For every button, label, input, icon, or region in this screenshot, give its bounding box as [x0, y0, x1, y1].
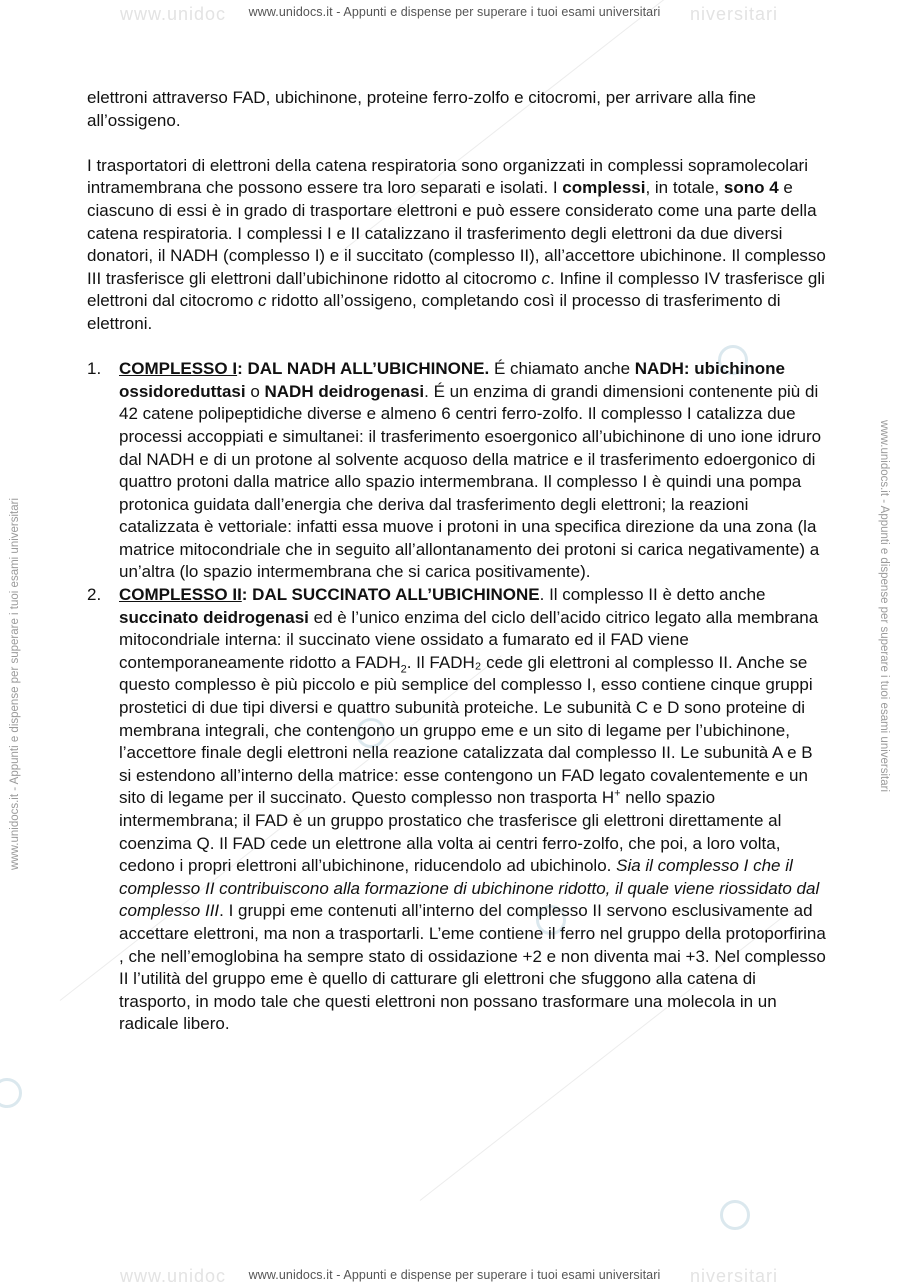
italic-run: c [258, 291, 267, 311]
list-number: 1. [87, 359, 102, 379]
italic-run: Sia il complesso I che il complesso II contribuiscono alla formazione di ubichinone ridotto, il quale viene riossidato dal complesso III [119, 856, 820, 921]
subscript: 2 [400, 663, 407, 676]
watermark-side-left: www.unidocs.it - Appunti e dispense per superare i tuoi esami universitari [9, 497, 21, 870]
bold-run: succinato deidrogenasi [119, 607, 309, 627]
watermark-footer: www.unidocs.it - Appunti e dispense per superare i tuoi esami universitari [248, 1268, 661, 1282]
superscript: + [614, 787, 621, 800]
watermark-logo-icon [0, 1078, 22, 1108]
text-run: É chiamato anche [489, 359, 635, 379]
underlined-heading: COMPLESSO I [119, 359, 238, 379]
italic-run: c [541, 268, 550, 288]
watermark-ghost-top-right: niversitari [690, 4, 779, 24]
bold-run: NADH: ubichinone ossidoreduttasi [119, 359, 785, 401]
intro-paragraph-2 [87, 155, 827, 336]
watermark-ghost-bottom-right: niversitari [690, 1266, 779, 1286]
text-run: . Il FADH₂ cede gli elettroni al complesso II. Anche se questo complesso è più piccolo e più semplice del complesso I, esso contiene cinque gruppi prostetici di due tipi diversi e quattro subunità proteiche. Le subunità C e D sono proteine di membrana integrali, che contengono un gruppo eme e un sito di legame per l’ubichinone, l’accettore finale degli elettroni nella reazione catalizzata dal complesso II. Le subunità A e B si estendono all’interno della matrice: esse contengono un FAD legato covalentemente e un sito di legame per il succinato. Questo complesso non trasporta H [119, 652, 813, 808]
text-run: ridotto all’ossigeno, completando così il processo di trasferimento di elettroni. [87, 291, 781, 333]
text-run: . Il complesso II è detto anche [539, 585, 766, 605]
bold-run: sono 4 [723, 178, 779, 198]
list-item-complex-1 [87, 358, 827, 584]
text-run: . I gruppi eme contenuti all’interno del complesso II servono esclusivamente ad accettare elettroni, ma non a trasportarli. L’eme contiene il ferro nel gruppo della protoporfirina , che nell’emoglobina ha sempre stato di ossidazione +2 e non diventa mai +3. Nel complesso II l’utilità del gruppo eme è quello di catturare gli elettroni che sfuggono alla catena di trasporto, in modo tale che questi elettroni non possano trasformare una molecola in un radicale libero. [119, 901, 826, 1034]
intro-paragraph-1: elettroni attraverso FAD, ubichinone, proteine ferro-zolfo e citocromi, per arrivare alla fine all’ossigeno. [87, 88, 756, 130]
text-run: o [245, 381, 265, 401]
watermark-side-right: www.unidocs.it - Appunti e dispense per superare i tuoi esami universitari [878, 420, 890, 793]
text-run: . Infine il complesso IV trasferisce gli elettroni dal citocromo [87, 268, 825, 311]
text-run: e ciascuno di essi è in grado di trasportare elettroni e può essere considerato come una parte della catena respiratoria. I complessi I e II catalizzano il trasferimento degli elettroni da due diversi donatori, il NADH (complesso I) e il succitato (complesso II), all’accettore ubichinone. Il complesso III trasferisce gli elettroni dall’ubichinone ridotto al citocromo [87, 178, 826, 288]
text-run: nello spazio intermembrana; il FAD è un gruppo prostatico che trasferisce gli elettroni direttamente al coenzima Q. Il FAD cede un elettrone alla volta ai centri ferro-zolfo, che poi, a loro volta, cedono i propri elettroni all’ubichinone, riducendolo ad ubichinolo. [119, 788, 782, 876]
watermark-ghost-top-left: www.unidoc [120, 4, 227, 24]
bold-run: complessi [562, 178, 646, 198]
text-run: , in totale, [645, 178, 724, 198]
item-heading: : DAL NADH ALL’UBICHINONE. [237, 359, 490, 379]
watermark-header: www.unidocs.it - Appunti e dispense per superare i tuoi esami universitari [248, 5, 661, 19]
text-run: I trasportatori di elettroni della catena respiratoria sono organizzati in complessi sopramolecolari intramembrana che possono essere tra loro separati e isolati. I [87, 155, 808, 198]
document-body [87, 87, 827, 1036]
underlined-heading: COMPLESSO II [119, 585, 242, 605]
bold-run: NADH deidrogenasi [264, 381, 425, 401]
text-run: ed è l’unico enzima del ciclo dell’acido citrico legato alla membrana mitocondriale interna: il succinato viene ossidato a fumarato ed il FAD viene contemporaneamente ridotto a FADH [119, 607, 819, 672]
list-item-complex-2 [87, 584, 827, 1036]
watermark-ghost-bottom-left: www.unidoc [120, 1266, 227, 1286]
list-number: 2. [87, 585, 102, 605]
text-run: . É un enzima di grandi dimensioni contenente più di 42 catene polipeptidiche diverse e almeno 6 centri ferro-zolfo. Il complesso I catalizza due processi accoppiati e simultanei: il trasferimento esoergonico all’ubichinone di uno ione idruro dal NADH e di un protone al solvente acquoso della matrice e il trasferimento edoergonico di quattro protoni dalla matrice allo spazio intermembrana. Il complesso I è quindi una pompa protonica guidata dall’energia che deriva dal trasferimento degli elettroni; la reazioni catalizzata è vettoriale: infatti essa muove i protoni in una specifica direzione da una zona (la matrice mitocondriale che in seguito all’allontanamento dei protoni si carica negativamente) a un’altra (lo spazio intermembrana che si carica positivamente). [119, 381, 822, 582]
complexes-list [87, 358, 827, 1036]
item-heading: : DAL SUCCINATO ALL’UBICHINONE [241, 585, 540, 605]
watermark-logo-icon [720, 1200, 750, 1230]
